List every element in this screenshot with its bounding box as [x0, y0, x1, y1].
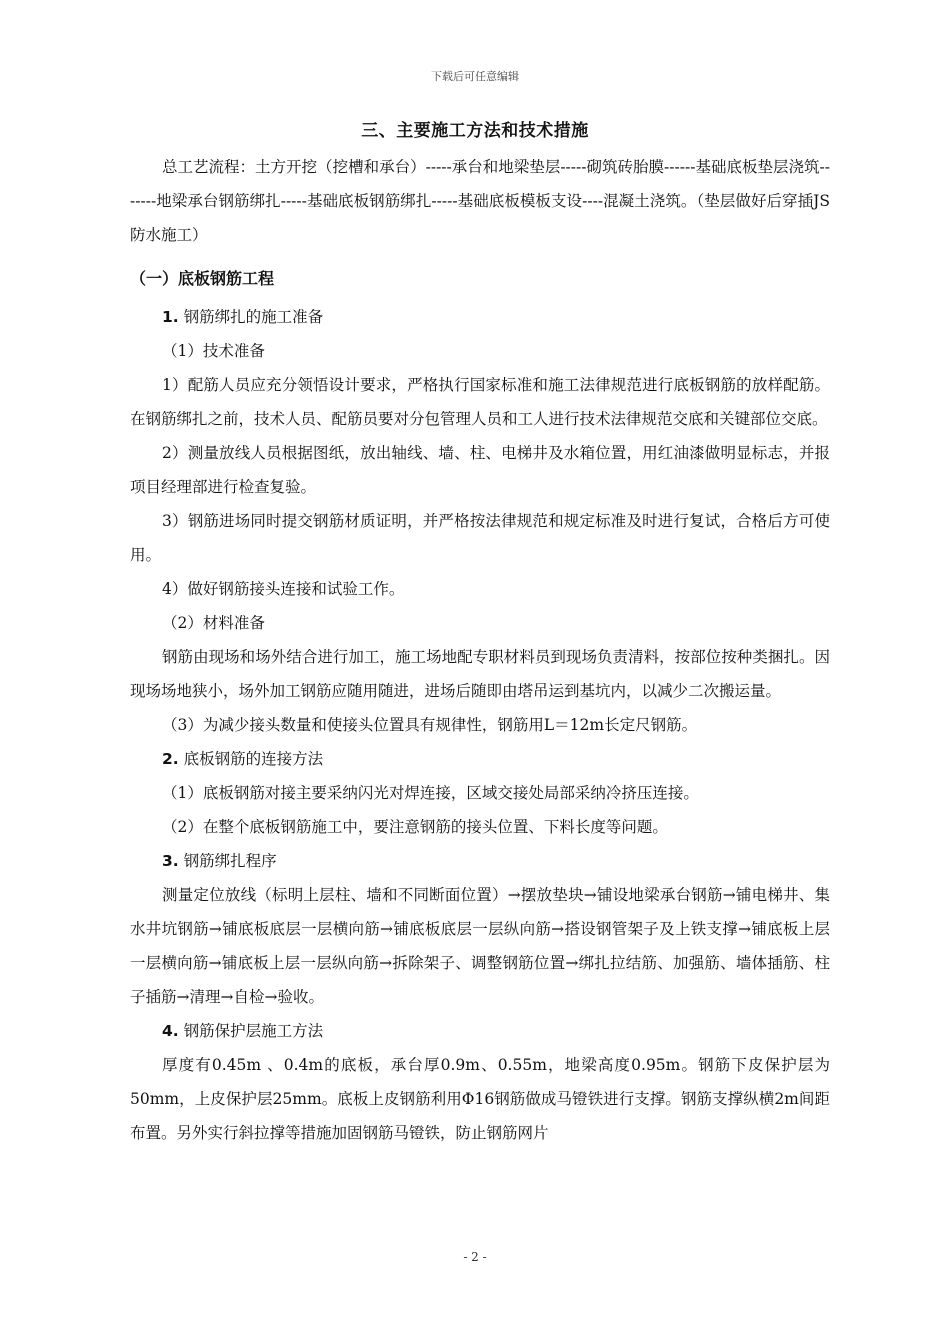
paragraph-5: 钢筋由现场和场外结合进行加工，施工场地配专职材料员到现场负责清料，按部位按种类捆扎。因现场场地狭小，场外加工钢筋应随用随进，进场后随即由塔吊运到基坑内，以减少二次搬运量。: [130, 648, 830, 700]
paragraph-6: （3）为减少接头数量和使接头位置具有规律性，钢筋用L＝12m长定尺钢筋。: [162, 716, 698, 734]
item-material-prep: （2）材料准备: [162, 614, 265, 632]
paragraph-8: （2）在整个底板钢筋施工中，要注意钢筋的接头位置、下料长度等问题。: [162, 818, 668, 836]
subheading-4: [130, 1014, 830, 1048]
paragraph-9: 测量定位放线（标明上层柱、墙和不同断面位置）→摆放垫块→铺设地梁承台钢筋→铺电梯井、集水井坑钢筋→铺底板底层一层横向筋→铺底板底层一层纵向筋→搭设钢管架子及上铁支撑→铺底板上层一层横向筋→铺底板上层一层纵向筋→拆除架子、调整钢筋位置→绑扎拉结筋、加强筋、墙体插筋、柱子插筋→清理→自检→验收。: [130, 886, 830, 1006]
page-title: 三、主要施工方法和技术措施: [361, 121, 589, 141]
paragraph-3: 3）钢筋进场同时提交钢筋材质证明，并严格按法律规范和规定标准及时进行复试，合格后方可使用。: [130, 512, 830, 564]
subheading-4-text: 钢筋保护层施工方法: [183, 1022, 324, 1040]
subheading-1-number: 1.: [162, 308, 179, 326]
header-note: 下载后可任意编辑: [431, 70, 519, 83]
section-heading-1: （一）底板钢筋工程: [130, 269, 275, 288]
page-number: - 2 -: [463, 1250, 487, 1264]
subheading-1: [130, 300, 830, 334]
paragraph-7: （1）底板钢筋对接主要采纳闪光对焊连接，区域交接处局部采纳冷挤压连接。: [162, 784, 699, 802]
subheading-2-number: 2.: [162, 750, 179, 768]
paragraph-2: 2）测量放线人员根据图纸，放出轴线、墙、柱、电梯井及水箱位置，用红油漆做明显标志，并报项目经理部进行检查复验。: [130, 444, 830, 496]
paragraph-1: 1）配筋人员应充分领悟设计要求，严格执行国家标准和施工法律规范进行底板钢筋的放样配筋。在钢筋绑扎之前，技术人员、配筋员要对分包管理人员和工人进行技术法律规范交底和关键部位交底。: [130, 376, 830, 428]
process-flow-paragraph: 总工艺流程：土方开挖（挖槽和承台）-----承台和地梁垫层-----砌筑砖胎膜------基础底板垫层浇筑-------地梁承台钢筋绑扎-----基础底板钢筋绑扎-----基础底板模板支设----混凝土浇筑。（垫层做好后穿插JS防水施工）: [130, 158, 830, 244]
subheading-1-text: 钢筋绑扎的施工准备: [183, 308, 324, 326]
subheading-2-text: 底板钢筋的连接方法: [183, 750, 324, 768]
paragraph-4: 4）做好钢筋接头连接和试验工作。: [162, 580, 405, 598]
subheading-3-text: 钢筋绑扎程序: [183, 852, 277, 870]
paragraph-10: 厚度有0.45m 、0.4m的底板，承台厚0.9m、0.55m，地梁高度0.95m。钢筋下皮保护层为50mm，上皮保护层25mm。底板上皮钢筋利用Φ16钢筋做成马镫铁进行支撑。钢筋支撑纵横2m间距布置。另外实行斜拉撑等措施加固钢筋马镫铁，防止钢筋网片: [130, 1056, 830, 1142]
subheading-2: [130, 742, 830, 776]
subheading-3: [130, 844, 830, 878]
item-technical-prep: （1）技术准备: [162, 342, 265, 360]
document-body: [130, 150, 830, 1150]
subheading-3-number: 3.: [162, 852, 179, 870]
subheading-4-number: 4.: [162, 1022, 179, 1040]
